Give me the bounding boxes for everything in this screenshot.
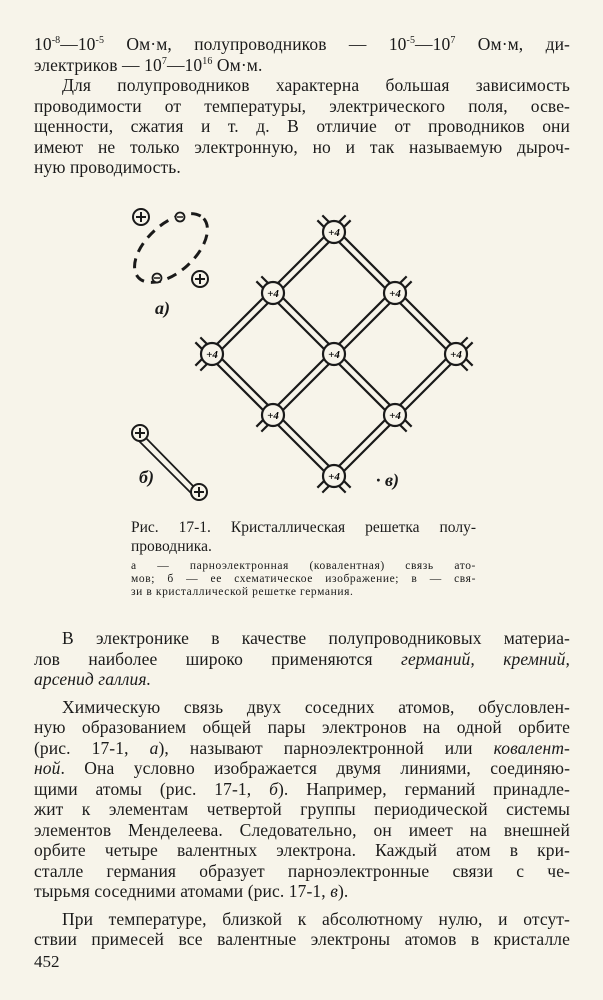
- bond-line: [214, 352, 275, 413]
- paragraph-semiconductors: [34, 75, 570, 178]
- bond-line: [271, 295, 332, 356]
- text-line: сталле германия образует парноэлектронные связи с че-: [34, 860, 570, 881]
- text-line: (рис. 17-1, а), называют парноэлектронной или ковалент-: [34, 737, 570, 758]
- text-line: Для полупроводников характерна большая зависимость: [62, 75, 570, 95]
- germanium-atom: [323, 221, 345, 243]
- atom-label: +4: [328, 349, 340, 361]
- germanium-atom: [262, 404, 284, 426]
- text-line: При температуре, близкой к абсолютному нулю, и отсут-: [62, 908, 570, 929]
- text-line: щенности, сжатия и т. д. В отличие от проводников они: [34, 116, 570, 136]
- electron-minus-icon: [153, 274, 162, 283]
- text-line: ной. Она условно изображается двумя линиями, соединяю-: [34, 758, 570, 778]
- bond-line: [397, 356, 458, 417]
- bond-line: [332, 413, 393, 474]
- covalent-bond-diagram: [122, 201, 220, 296]
- caption-note-line: мов; б — ее схематическое изображение; в — свя-: [131, 573, 476, 585]
- text-line: $10^{-8}—10^{-5}$ Ом·м, полупроводников — $10^{-5}—10^7$ Ом·м, ди-: [34, 34, 570, 54]
- text-line: имеют не только электронную, но и так называемую дыроч-: [34, 136, 570, 157]
- caption-note-line: а — парноэлектронная (ковалентная) связь ато-: [131, 560, 476, 572]
- text-line: ную образованием общей пары электронов на одной орбите: [34, 717, 570, 737]
- bond-line: [271, 417, 332, 478]
- text-line: ную проводимость.: [34, 157, 181, 177]
- atom-label: +4: [450, 349, 462, 361]
- text-line: жит к элементам четвертой группы периодической системы: [34, 799, 570, 819]
- bond-line: [275, 356, 336, 417]
- nucleus-plus-icon: [132, 425, 148, 441]
- top-text: [34, 34, 570, 178]
- germanium-atom: [323, 465, 345, 487]
- label-a: а): [155, 298, 170, 318]
- text-line: В электронике в качестве полупроводниковых материа-: [62, 628, 570, 648]
- germanium-atom: [384, 282, 406, 304]
- bond-line: [332, 291, 393, 352]
- text-line: элементов Менделеева. Следовательно, он имеет на внешней: [34, 819, 570, 840]
- bond-line: [275, 291, 336, 352]
- text-line: электриков — $10^7—10^{16}$ Ом·м.: [34, 54, 263, 75]
- figure-caption: [131, 518, 476, 556]
- bond-line: [214, 295, 275, 356]
- text-line: ствии примесей все валентные электроны атомов в кристалле: [34, 929, 570, 949]
- bond-line: [336, 352, 397, 413]
- caption-line: проводника.: [131, 538, 212, 555]
- atom-label: +4: [267, 288, 279, 300]
- atom-label: +4: [328, 471, 340, 483]
- bond-line: [271, 352, 332, 413]
- nucleus-plus-icon: [191, 484, 207, 500]
- bond-line: [271, 230, 332, 291]
- text-line: лов наиболее широко применяются германий, кремний,: [34, 648, 570, 669]
- bond-line: [393, 295, 454, 356]
- nucleus-plus-icon: [192, 271, 208, 287]
- text-line: арсенид галлия.: [34, 669, 152, 689]
- page-number: 452: [34, 952, 60, 971]
- germanium-atom: [445, 343, 467, 365]
- germanium-atom: [262, 282, 284, 304]
- bond-line: [332, 356, 393, 417]
- text-line: орбите четыре валентных электрона. Каждый атом в кри-: [34, 840, 570, 860]
- figure-17-1: [0, 195, 603, 625]
- figure-caption-note: [131, 560, 476, 599]
- nucleus-plus-icon: [133, 209, 149, 225]
- bond-line: [275, 413, 336, 474]
- bond-line: [397, 291, 458, 352]
- text-line: тырьмя соседними атомами (рис. 17-1, в).: [34, 881, 349, 901]
- bond-line: [210, 291, 271, 352]
- text-line: Химическую связь двух соседних атомов, обусловлен-: [62, 696, 570, 717]
- crystal-lattice-diagram: [0, 195, 603, 515]
- germanium-atom: [323, 343, 345, 365]
- body-text: [34, 628, 570, 950]
- paragraph-resistivity: [34, 34, 570, 75]
- caption-line: Рис. 17-1. Кристаллическая решетка полу-: [131, 519, 476, 536]
- bond-line: [393, 352, 454, 413]
- electron-minus-icon: [176, 213, 185, 222]
- paragraph-materials: [34, 628, 570, 690]
- atom-label: +4: [389, 410, 401, 422]
- bond-line: [336, 230, 397, 291]
- bond-line: [332, 234, 393, 295]
- label-v-text: в): [385, 470, 400, 490]
- caption-note-line: зи в кристаллической решетке германия.: [131, 586, 354, 598]
- atom-label: +4: [328, 227, 340, 239]
- atom-label: +4: [267, 410, 279, 422]
- text-line: проводимости от температуры, электрического поля, осве-: [34, 95, 570, 116]
- germanium-atom: [384, 404, 406, 426]
- bond-line: [210, 356, 271, 417]
- bond-line: [336, 295, 397, 356]
- paragraph-absolute-zero: [34, 909, 570, 950]
- germanium-atom: [201, 343, 223, 365]
- bond-line: [275, 234, 336, 295]
- atom-label: +4: [389, 288, 401, 300]
- label-v: · в): [376, 470, 400, 490]
- paragraph-covalent: [34, 697, 570, 902]
- atom-label: +4: [206, 349, 218, 361]
- label-b: б): [139, 467, 154, 487]
- text-line: щими атомы (рис. 17-1, б). Например, германий принадле-: [34, 778, 570, 799]
- schematic-bond-diagram: [132, 425, 207, 500]
- lattice-atoms: [201, 221, 467, 487]
